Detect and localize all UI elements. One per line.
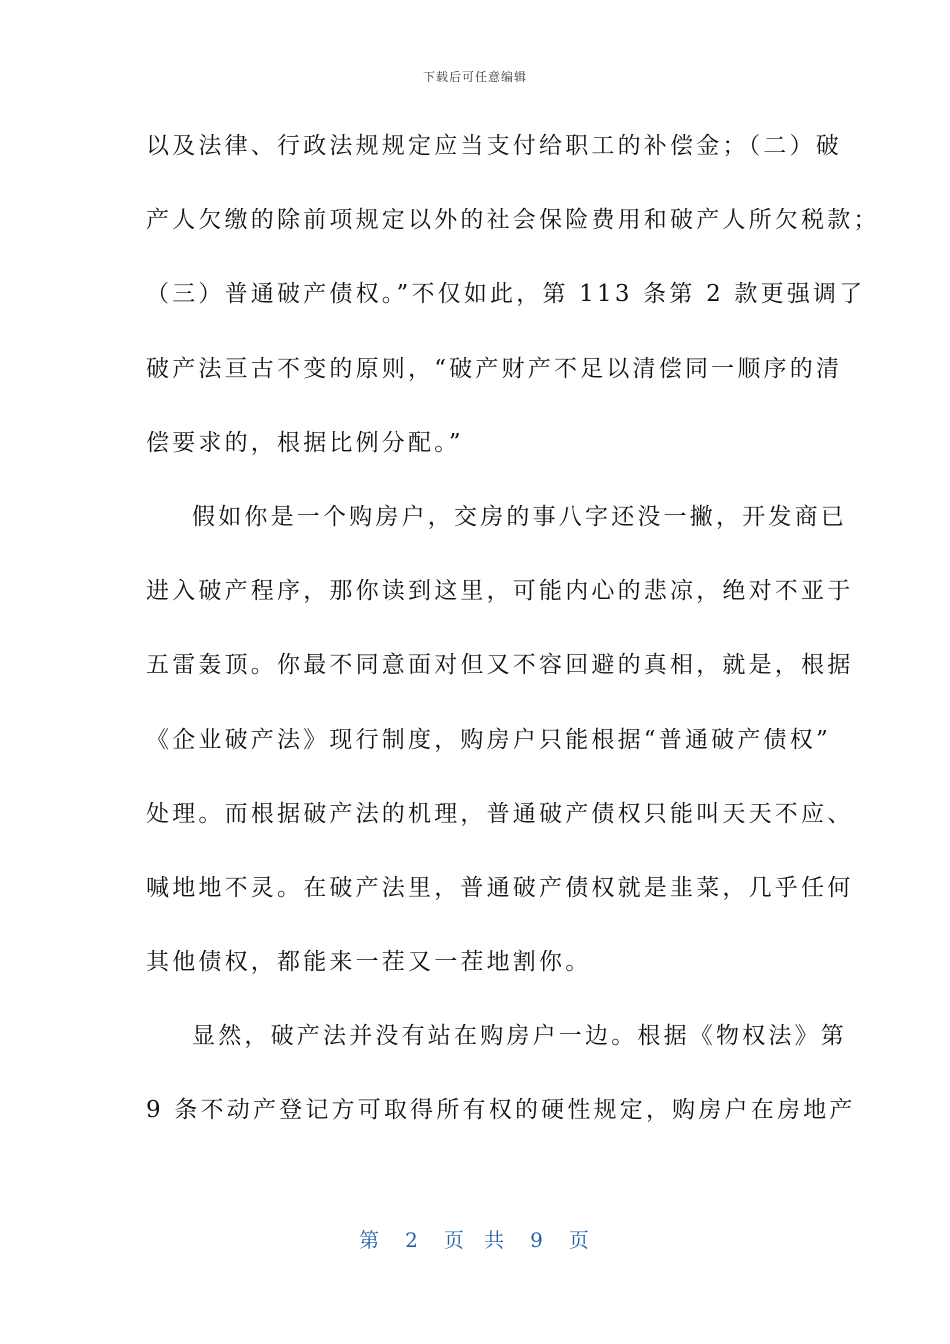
footer-middle: 页 共 — [443, 1228, 507, 1252]
text-line: 9 条不动产登记方可取得所有权的硬性规定，购房户在房地产 — [146, 1097, 856, 1124]
text-line: 五雷轰顶。你最不同意面对但又不容回避的真相，就是，根据 — [146, 652, 854, 679]
paragraph-start-line: 显然，破产法并没有站在购房户一边。根据《物权法》第 — [192, 1023, 847, 1050]
text-line: 《企业破产法》现行制度，购房户只能根据“普通破产债权” — [146, 726, 831, 753]
text-line: 其他债权，都能来一茬又一茬地割你。 — [146, 949, 592, 976]
text-line: 产人欠缴的除前项规定以外的社会保险费用和破产人所欠税款； — [146, 207, 880, 234]
text-line: 破产法亘古不变的原则，“破产财产不足以清偿同一顺序的清 — [146, 355, 843, 382]
total-page-count: 9 — [530, 1228, 545, 1252]
footer-prefix: 第 — [359, 1228, 382, 1252]
page-number-footer — [0, 1224, 950, 1253]
footer-suffix: 页 — [568, 1228, 591, 1252]
document-body — [146, 122, 880, 1161]
current-page-number: 2 — [405, 1228, 420, 1252]
header-note: 下载后可任意编辑 — [422, 70, 527, 84]
text-line: 偿要求的，根据比例分配。” — [146, 429, 464, 456]
text-line: 进入破产程序，那你读到这里，可能内心的悲凉，绝对不亚于 — [146, 578, 854, 605]
text-line: 处理。而根据破产法的机理，普通破产债权只能叫天天不应、 — [146, 800, 854, 827]
text-line: （三）普通破产债权。”不仅如此，第 113 条第 2 款更强调了 — [146, 281, 866, 308]
text-line: 以及法律、行政法规规定应当支付给职工的补偿金；（二）破 — [146, 133, 842, 159]
paragraph-start-line: 假如你是一个购房户，交房的事八字还没一撇，开发商已 — [192, 503, 847, 530]
text-line: 喊地地不灵。在破产法里，普通破产债权就是韭菜，几乎任何 — [146, 874, 854, 901]
